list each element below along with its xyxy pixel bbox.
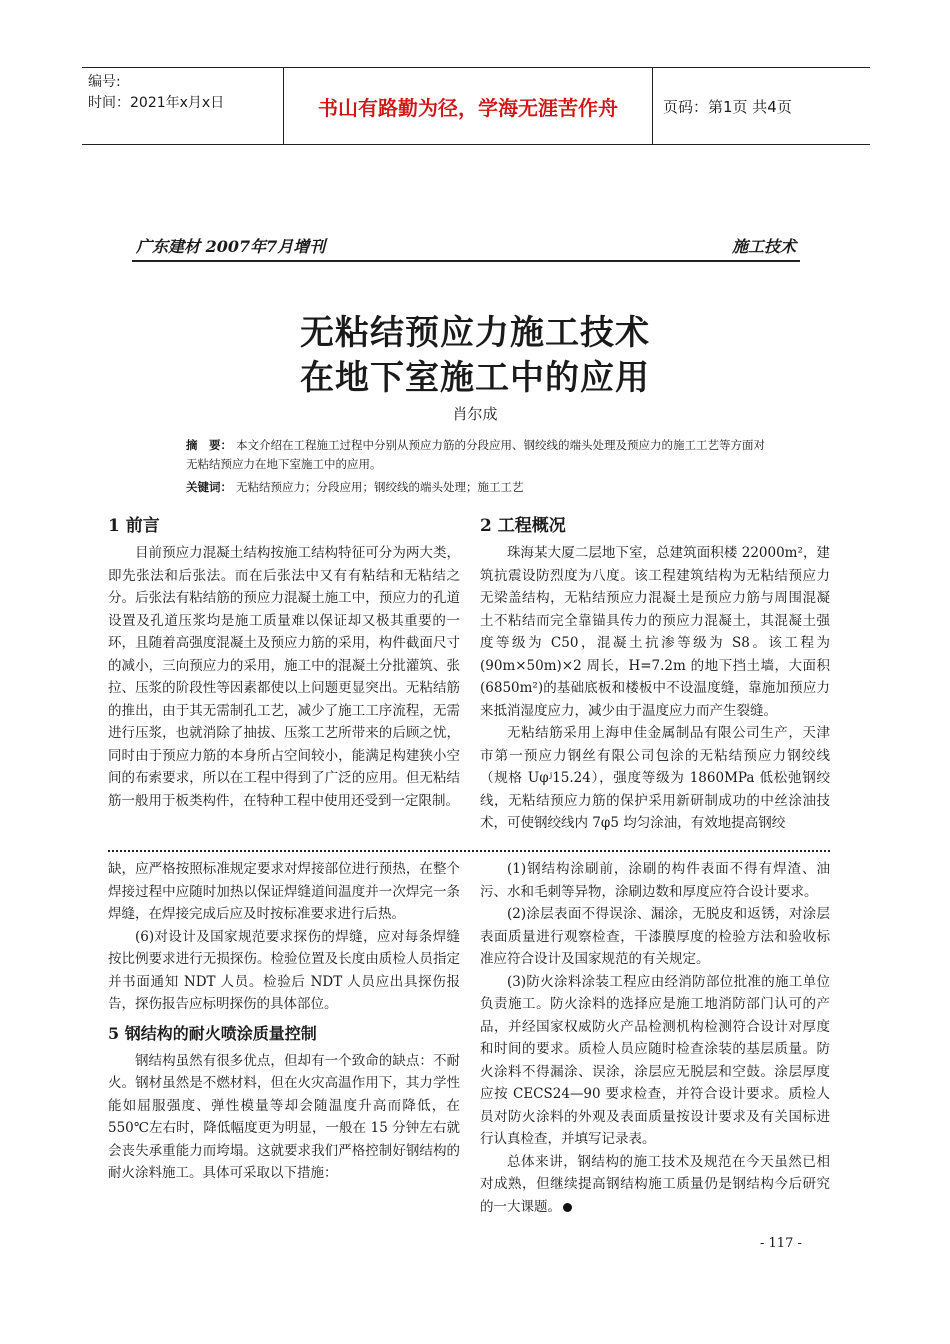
fireproof-intro-paragraph: 钢结构虽然有很多优点，但却有一个致命的缺点：不耐火。钢材虽然是不燃材料，但在火灾高温作用下，其力学性能如屈服强度、弹性模量等却会随温度升高而降低，在 550℃左右时，降低幅度更为明显，一般在 15 分钟左右就会丧失承重能力而垮塌。这就要求我们严格控制好钢结构的耐火涂料施工。具体可采取以下措施： — [108, 1052, 460, 1181]
abstract-text: 本文介绍在工程施工过程中分别从预应力筋的分段应用、钢绞线的端头处理及预应力的施工工艺等方面对无粘结预应力在地下室施工中的应用。 — [186, 438, 765, 471]
page-number: - 117 - — [760, 1236, 802, 1251]
lower-left-column — [108, 858, 460, 1185]
article-author: 肖尔成 — [452, 405, 498, 423]
coating-measure-1: (1)钢结构涂刷前，涂刷的构件表面不得有焊渣、油污、水和毛刺等异物，涂刷边数和厚度应符合设计要求。 — [480, 861, 830, 900]
lower-right-column — [480, 858, 830, 1218]
document-header-table — [82, 67, 870, 145]
time-label: 时间：2021年x月x日 — [88, 95, 225, 111]
section-heading-preface: 1 前言 — [108, 516, 160, 536]
conclusion-text: 总体来讲，钢结构的施工技术及规范在今天虽然已相对成熟，但继续提高钢结构施工质量仍是钢结构今后研究的一大课题。 — [480, 1153, 830, 1215]
article-title-line2: 在地下室施工中的应用 — [300, 358, 650, 398]
preface-paragraph: 目前预应力混凝土结构按施工结构特征可分为两大类，即先张法和后张法。而在后张法中又有有粘结和无粘结之分。后张法有粘结筋的预应力混凝土施工中，预应力的孔道设置及孔道压浆均是施工质量难以保证却又极其重要的一环，且随着高强度混凝土及预应力筋的采用，构件截面尺寸的减小，三向预应力的采用，施工中的混凝土分批灌筑、张拉、压浆的阶段性等因素都使以上问题更显突出。无粘结筋的推出，由于其无需制孔工艺，减少了施工工序流程，无需进行压浆，也就消除了抽拔、压浆工艺所带来的后顾之忧，同时由于预应力筋的本身所占空间较小，能满足构建狭小空间的布索要求，所以在工程中得到了广泛的应用。但无粘结筋一般用于板类构件，在特种工程中使用还受到一定限制。 — [108, 545, 460, 809]
keywords-label: 关键词： — [186, 480, 232, 494]
section-heading-fireproof-coating: 5 钢结构的耐火喷涂质量控制 — [108, 1023, 317, 1043]
upper-right-column — [480, 514, 830, 835]
coating-measure-3: (3)防火涂料涂装工程应由经消防部位批准的施工单位负责施工。防火涂料的选择应是施工地消防部门认可的产品，并经国家权威防火产品检测机构检测符合设计对厚度和时间的要求。质检人员应随时检查涂装的基层质量。防火涂料不得漏涂、误涂，涂层应无脱层和空鼓。涂层厚度应按 CECS24—90 要求检查，并符合设计要求。质检人员对防火涂料的外观及表面质量按设计要求及有关国标进行认真检查，并填写记录表。 — [480, 973, 830, 1147]
overview-paragraph-1: 珠海某大厦二层地下室，总建筑面积楼 22000m²，建筑抗震设防烈度为八度。该工程建筑结构为无粘结预应力无梁盖结构，无粘结预应力混凝土是预应力筋与周围混凝土不粘结而完全靠锚具传力的预应力混凝土，其混凝土强度等级为 C50，混凝土抗渗等级为 S8。该工程为(90m×50m)×2 周长，H=7.2m 的地下挡土墙，大面积(6850m²)的基础底板和楼板中不设温度缝，靠施加预应力来抵消湿度应力，减少由于温度应力而产生裂缝。 — [480, 545, 830, 719]
coating-measure-2: (2)涂层表面不得误涂、漏涂，无脱皮和返锈，对涂层表面质量进行观察检查，干漆膜厚度的检验方法和验收标准应符合设计及国家规范的有关规定。 — [480, 906, 830, 967]
upper-left-column — [108, 514, 460, 812]
motto-cell: 书山有路勤为径，学海无涯苦作舟 — [284, 68, 653, 144]
header-meta-cell — [82, 68, 284, 144]
journal-running-header — [132, 230, 800, 262]
end-mark-icon — [563, 1203, 572, 1212]
welding-paragraph-continued: 缺，应严格按照标准规定要求对焊接部位进行预热，在整个焊接过程中应随时加热以保证焊缝道间温度并一次焊完一条焊缝，在焊接完成后应及时按标准要求进行后热。 — [108, 861, 460, 922]
journal-name: 广东建材 2007年7月增刊 — [136, 237, 326, 256]
keywords — [186, 478, 766, 497]
fragment-divider — [108, 850, 830, 852]
abstract-label: 摘 要： — [186, 438, 232, 452]
welding-inspection-paragraph: (6)对设计及国家规范要求探伤的焊缝，应对每条焊缝按比例要求进行无损探伤。检验位置及长度由质检人员指定并书面通知 NDT 人员。检验后 NDT 人员应出具探伤报告，探伤报告应标明探伤的具体部位。 — [108, 928, 460, 1012]
section-heading-project-overview: 2 工程概况 — [480, 516, 566, 536]
conclusion-paragraph — [480, 1151, 830, 1219]
article-title-line1: 无粘结预应力施工技术 — [300, 313, 650, 353]
number-label: 编号: — [88, 74, 121, 90]
overview-paragraph-2: 无粘结筋采用上海申佳金属制品有限公司生产，天津市第一预应力钢丝有限公司包涂的无粘结预应力钢绞线（规格 Uφʲ15.24），强度等级为 1860MPa 低松弛钢绞线，无粘结预应力筋的保护采用新研制成功的中丝涂油技术，可使钢绞线内 7φ5 均匀涂油，有效地提高钢绞 — [480, 725, 830, 831]
keywords-text: 无粘结预应力；分段应用；钢绞线的端头处理；施工工艺 — [236, 480, 524, 494]
page-info-cell: 页码：第1页 共4页 — [663, 97, 792, 116]
journal-section: 施工技术 — [731, 237, 796, 256]
abstract — [186, 436, 766, 474]
